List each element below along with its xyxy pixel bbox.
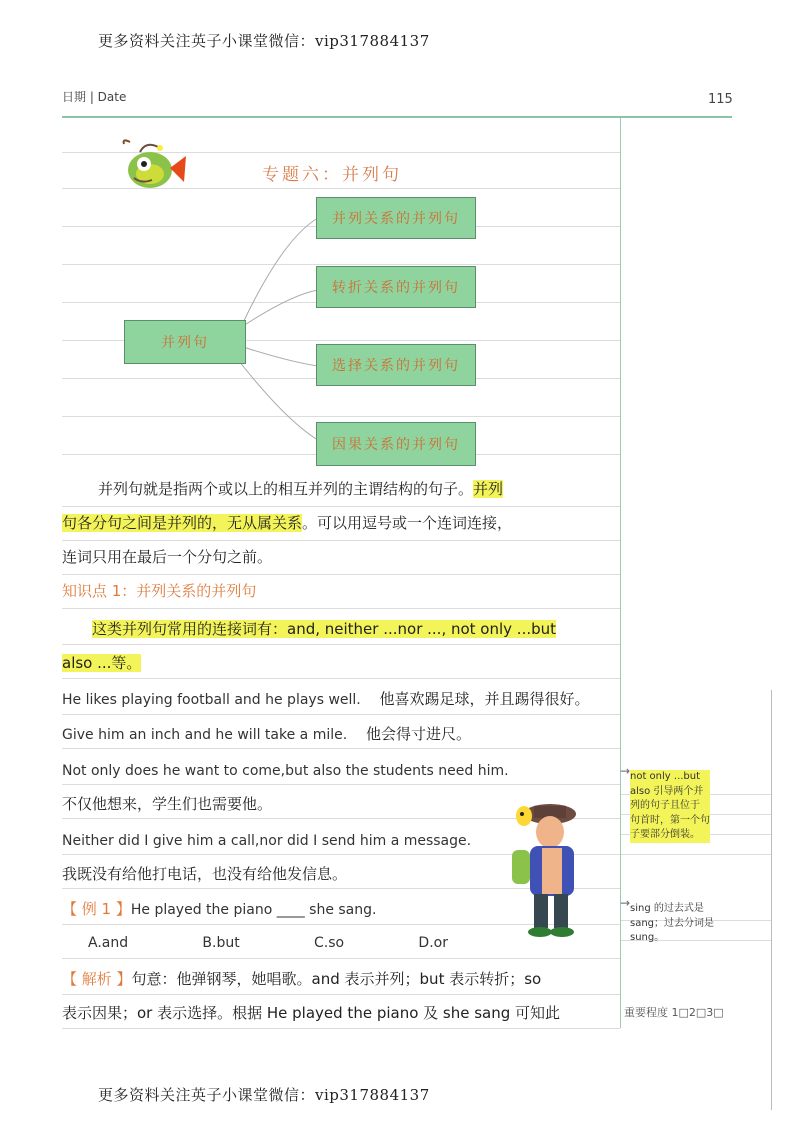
conjunctions-line-2-highlight: also ...等。 [62,654,142,672]
intro-line-3: 连词只用在最后一个分句之前。 [62,548,273,566]
side-note-2 [630,902,714,946]
side-note-1 [630,770,710,843]
side-note-1-line-2: also 引导两个并 [630,785,710,800]
mindmap-branch-causal: 因果关系的并列句 [316,422,476,466]
example-4-end: did I send him a message. [282,833,472,849]
example-1-part-b: he plays well. [260,692,361,708]
side-ruled-line [621,854,771,855]
example-3-conjunction-2: but also [285,763,342,779]
ruled-line [62,784,620,785]
conjunctions-line-2 [62,654,141,674]
option-d: D.or [418,935,448,951]
mindmap-connectors [0,0,800,480]
mindmap-branch-coordinate: 并列关系的并列句 [316,197,476,239]
example-4-conjunction-2: nor [259,833,283,849]
example-2-part-a: Give him an inch [62,727,185,743]
ruled-line [62,608,620,609]
side-note-1-line-3: 列的句子且位于 [630,799,710,814]
example-2-conjunction: and [184,727,211,743]
example-sentence-2 [62,725,471,745]
option-a: A.and [88,935,129,951]
side-note-1-line-1: not only ...but [630,770,710,785]
mindmap-branch-alternative: 选择关系的并列句 [316,344,476,386]
example-sentence-3 [62,761,509,781]
side-note-arrow-1: → [620,764,631,778]
page-number: 115 [708,92,733,107]
analysis-label: 【 解析 】 [62,970,132,988]
analysis-line-2: 表示因果；or 表示选择。根据 He played the piano 及 she sang 可知此 [62,1004,561,1022]
option-b: B.but [202,935,240,951]
page-title: 专题六：并列句 [262,165,402,185]
ruled-line [62,994,620,995]
intro-line-2 [62,514,512,534]
intro-line-1-text: 并列句就是指两个或以上的相互并列的主谓结构的句子。 [98,480,474,498]
ruled-line [62,1028,620,1029]
exercise-1-label: 【 例 1 】 [62,900,131,918]
side-note-arrow-2: → [620,896,631,910]
ruled-line [62,958,620,959]
conjunctions-line-1 [92,620,556,640]
page-edge-rule [771,690,772,1110]
watermark-top: 更多资料关注英子小课堂微信：vip317884137 [98,32,430,50]
ruled-line [62,644,620,645]
example-3-conjunction-1: Not only [62,763,121,779]
intro-line-1-highlight: 并列 [473,480,504,498]
mindmap-branch-adversative: 转折关系的并列句 [316,266,476,308]
side-note-1-line-5: 子要部分倒装。 [630,828,710,843]
knowledge-point-heading: 知识点 1：并列关系的并列句 [62,582,257,600]
side-note-2-line-3: sung。 [630,932,665,943]
analysis-line-1-text: 句意：他弹钢琴，她唱歌。and 表示并列；but 表示转折；so [131,970,542,988]
intro-line-2-text: 。可以用逗号或一个连词连接， [302,514,513,532]
ruled-line [62,506,620,507]
date-label: 日期 | Date [62,90,127,104]
example-1-translation: 他喜欢踢足球，并且踢得很好。 [379,690,590,708]
ruled-line [62,748,620,749]
intro-line-1 [98,480,503,500]
example-4-conjunction-1: Neither [62,833,114,849]
watermark-bottom: 更多资料关注英子小课堂微信：vip317884137 [98,1086,430,1104]
side-note-2-line-1: sing 的过去式是 [630,903,704,914]
exercise-1-options [88,934,448,952]
example-4-translation: 我既没有给他打电话，也没有给他发信息。 [62,865,348,883]
importance-rating: 重要程度 1□2□3□ [624,1006,724,1019]
mindmap-center-node: 并列句 [124,320,246,364]
example-2-translation: 他会得寸进尺。 [365,725,471,743]
example-4-middle: did I give him a call, [113,833,260,849]
exercise-1-question: He played the piano ____ she sang. [130,902,377,918]
ruled-line [62,574,620,575]
example-1-conjunction: and [234,692,261,708]
ruled-line [62,678,620,679]
pirate-character-illustration [490,790,610,940]
intro-line-2-highlight: 句各分句之间是并列的，无从属关系 [62,514,303,532]
example-3-middle: does he want to come, [120,763,286,779]
exercise-1 [62,900,376,920]
analysis-line-1 [62,970,541,990]
example-3-end: the students need him. [341,763,509,779]
side-note-2-line-2: sang；过去分词是 [630,917,715,929]
example-3-translation: 不仅他想来，学生们也需要他。 [62,795,273,813]
side-note-1-line-4: 句首时，第一个句 [630,814,710,829]
ruled-line [62,540,620,541]
example-sentence-1 [62,690,590,710]
ruled-line [62,714,620,715]
conjunctions-line-1-highlight: 这类并列句常用的连接词有：and, neither ...nor ..., not only ...but [92,620,557,638]
example-1-part-a: He likes playing football [62,692,235,708]
example-2-part-b: he will take a mile. [210,727,348,743]
option-c: C.so [314,935,345,951]
example-sentence-4 [62,831,471,851]
